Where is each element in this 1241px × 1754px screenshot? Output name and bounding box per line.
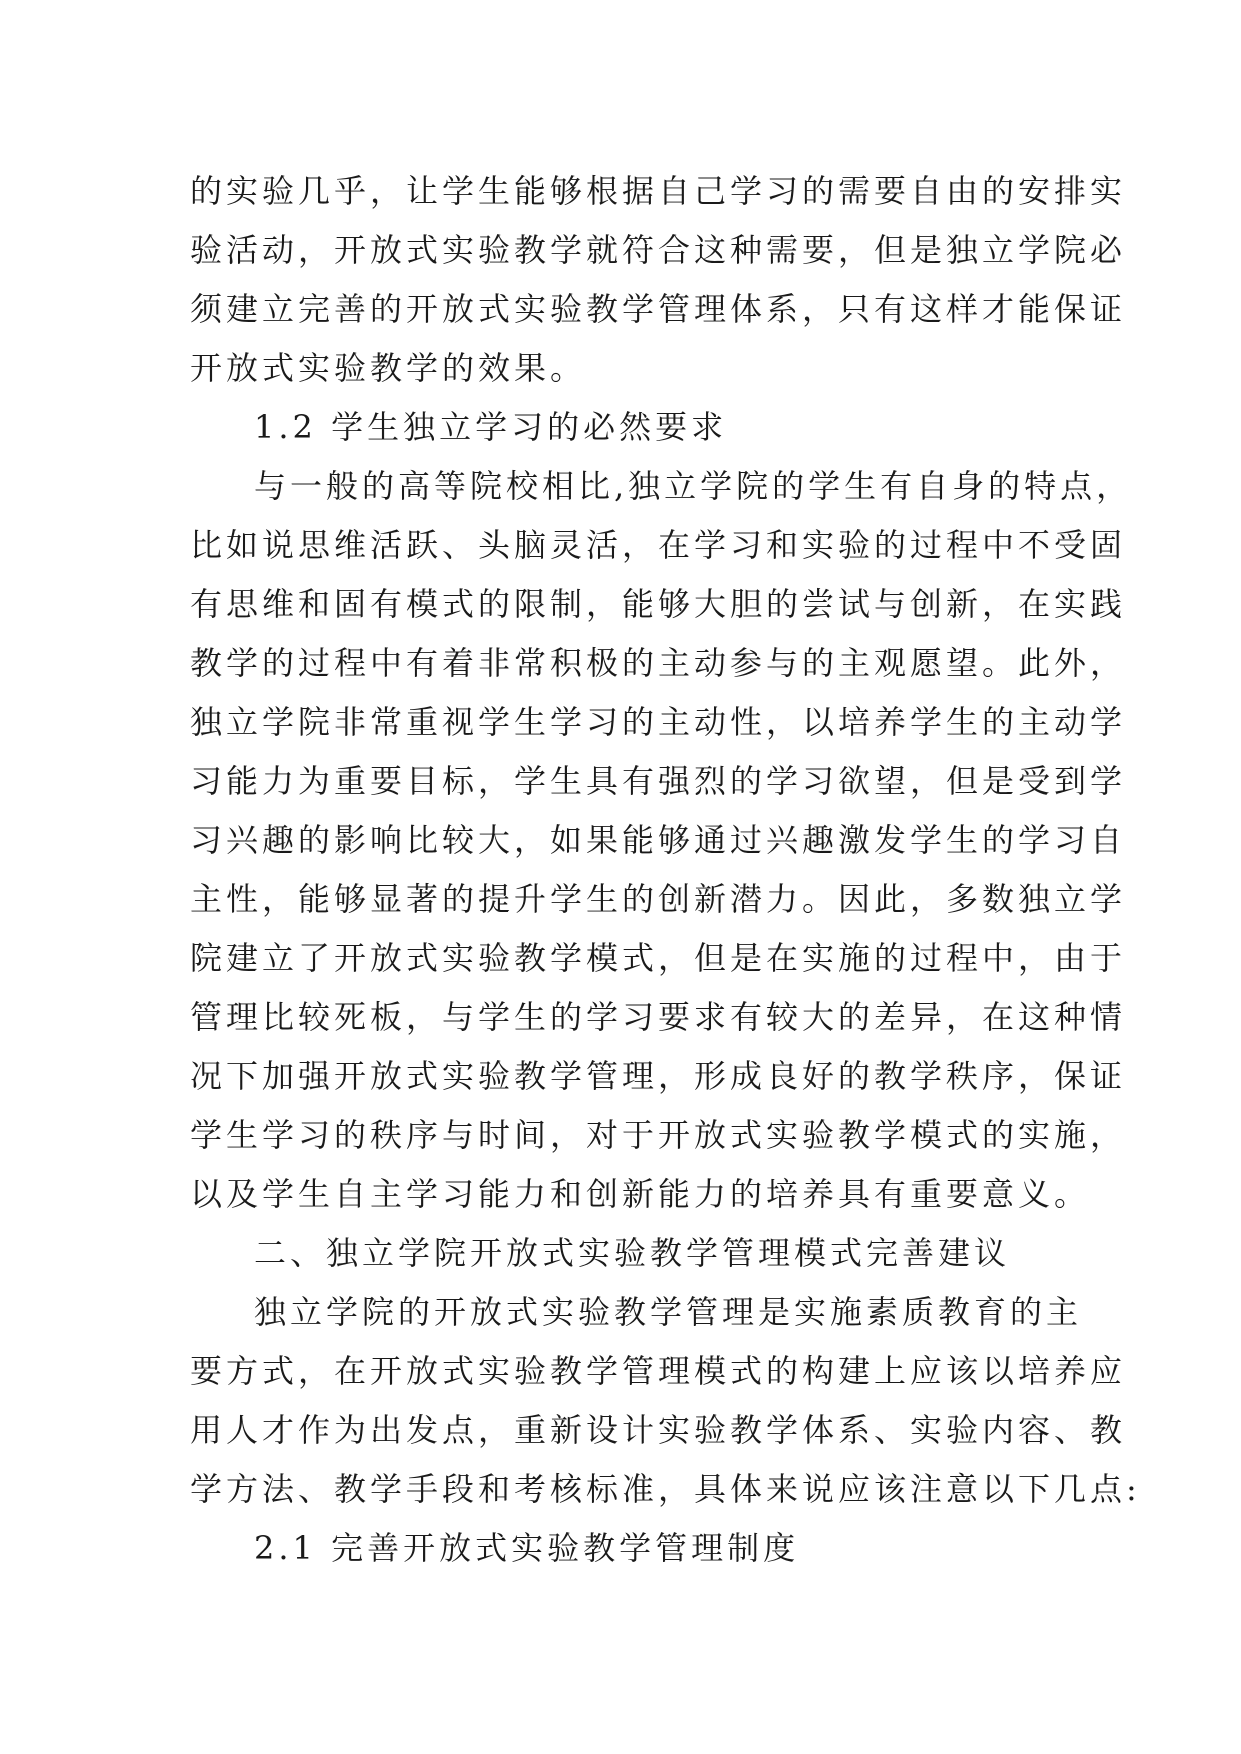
section-heading-2: 二、独立学院开放式实验教学管理模式完善建议: [254, 1234, 1011, 1272]
section-heading-1-2: 1.2 学生独立学习的必然要求: [254, 408, 728, 446]
paragraph-line: 况下加强开放式实验教学管理，形成良好的教学秩序，保证: [190, 1057, 1127, 1095]
paragraph-line: 学生学习的秩序与时间，对于开放式实验教学模式的实施，: [190, 1116, 1127, 1154]
paragraph-line: 要方式，在开放式实验教学管理模式的构建上应该以培养应: [190, 1352, 1127, 1390]
document-body: [190, 162, 1141, 1578]
paragraph-line: 比如说思维活跃、头脑灵活，在学习和实验的过程中不受固: [190, 526, 1127, 564]
paragraph-line: 习能力为重要目标，学生具有强烈的学习欲望，但是受到学: [190, 762, 1127, 800]
section-heading-2-1: 2.1 完善开放式实验教学管理制度: [254, 1529, 800, 1567]
paragraph-line: 与一般的高等院校相比,独立学院的学生有自身的特点，: [254, 467, 1133, 505]
paragraph-line: 院建立了开放式实验教学模式，但是在实施的过程中，由于: [190, 939, 1127, 977]
paragraph-line: 以及学生自主学习能力和创新能力的培养具有重要意义。: [190, 1175, 1091, 1213]
paragraph-line: 独立学院的开放式实验教学管理是实施素质教育的主: [254, 1293, 1083, 1331]
paragraph-line: 验活动，开放式实验教学就符合这种需要，但是独立学院必: [190, 231, 1127, 269]
paragraph-line: 用人才作为出发点，重新设计实验教学体系、实验内容、教: [190, 1411, 1127, 1449]
paragraph-line: 教学的过程中有着非常积极的主动参与的主观愿望。此外，: [190, 644, 1127, 682]
paragraph-line: 管理比较死板，与学生的学习要求有较大的差异，在这种情: [190, 998, 1127, 1036]
paragraph-line: 有思维和固有模式的限制，能够大胆的尝试与创新，在实践: [190, 585, 1127, 623]
paragraph-line: 主性，能够显著的提升学生的创新潜力。因此，多数独立学: [190, 880, 1127, 918]
paragraph-line: 学方法、教学手段和考核标准，具体来说应该注意以下几点:: [190, 1470, 1141, 1508]
paragraph-line: 习兴趣的影响比较大，如果能够通过兴趣激发学生的学习自: [190, 821, 1127, 859]
paragraph-line: 独立学院非常重视学生学习的主动性，以培养学生的主动学: [190, 703, 1127, 741]
paragraph-line: 开放式实验教学的效果。: [190, 349, 587, 387]
paragraph-line: 须建立完善的开放式实验教学管理体系，只有这样才能保证: [190, 290, 1127, 328]
paragraph-line: 的实验几乎，让学生能够根据自己学习的需要自由的安排实: [190, 172, 1127, 210]
